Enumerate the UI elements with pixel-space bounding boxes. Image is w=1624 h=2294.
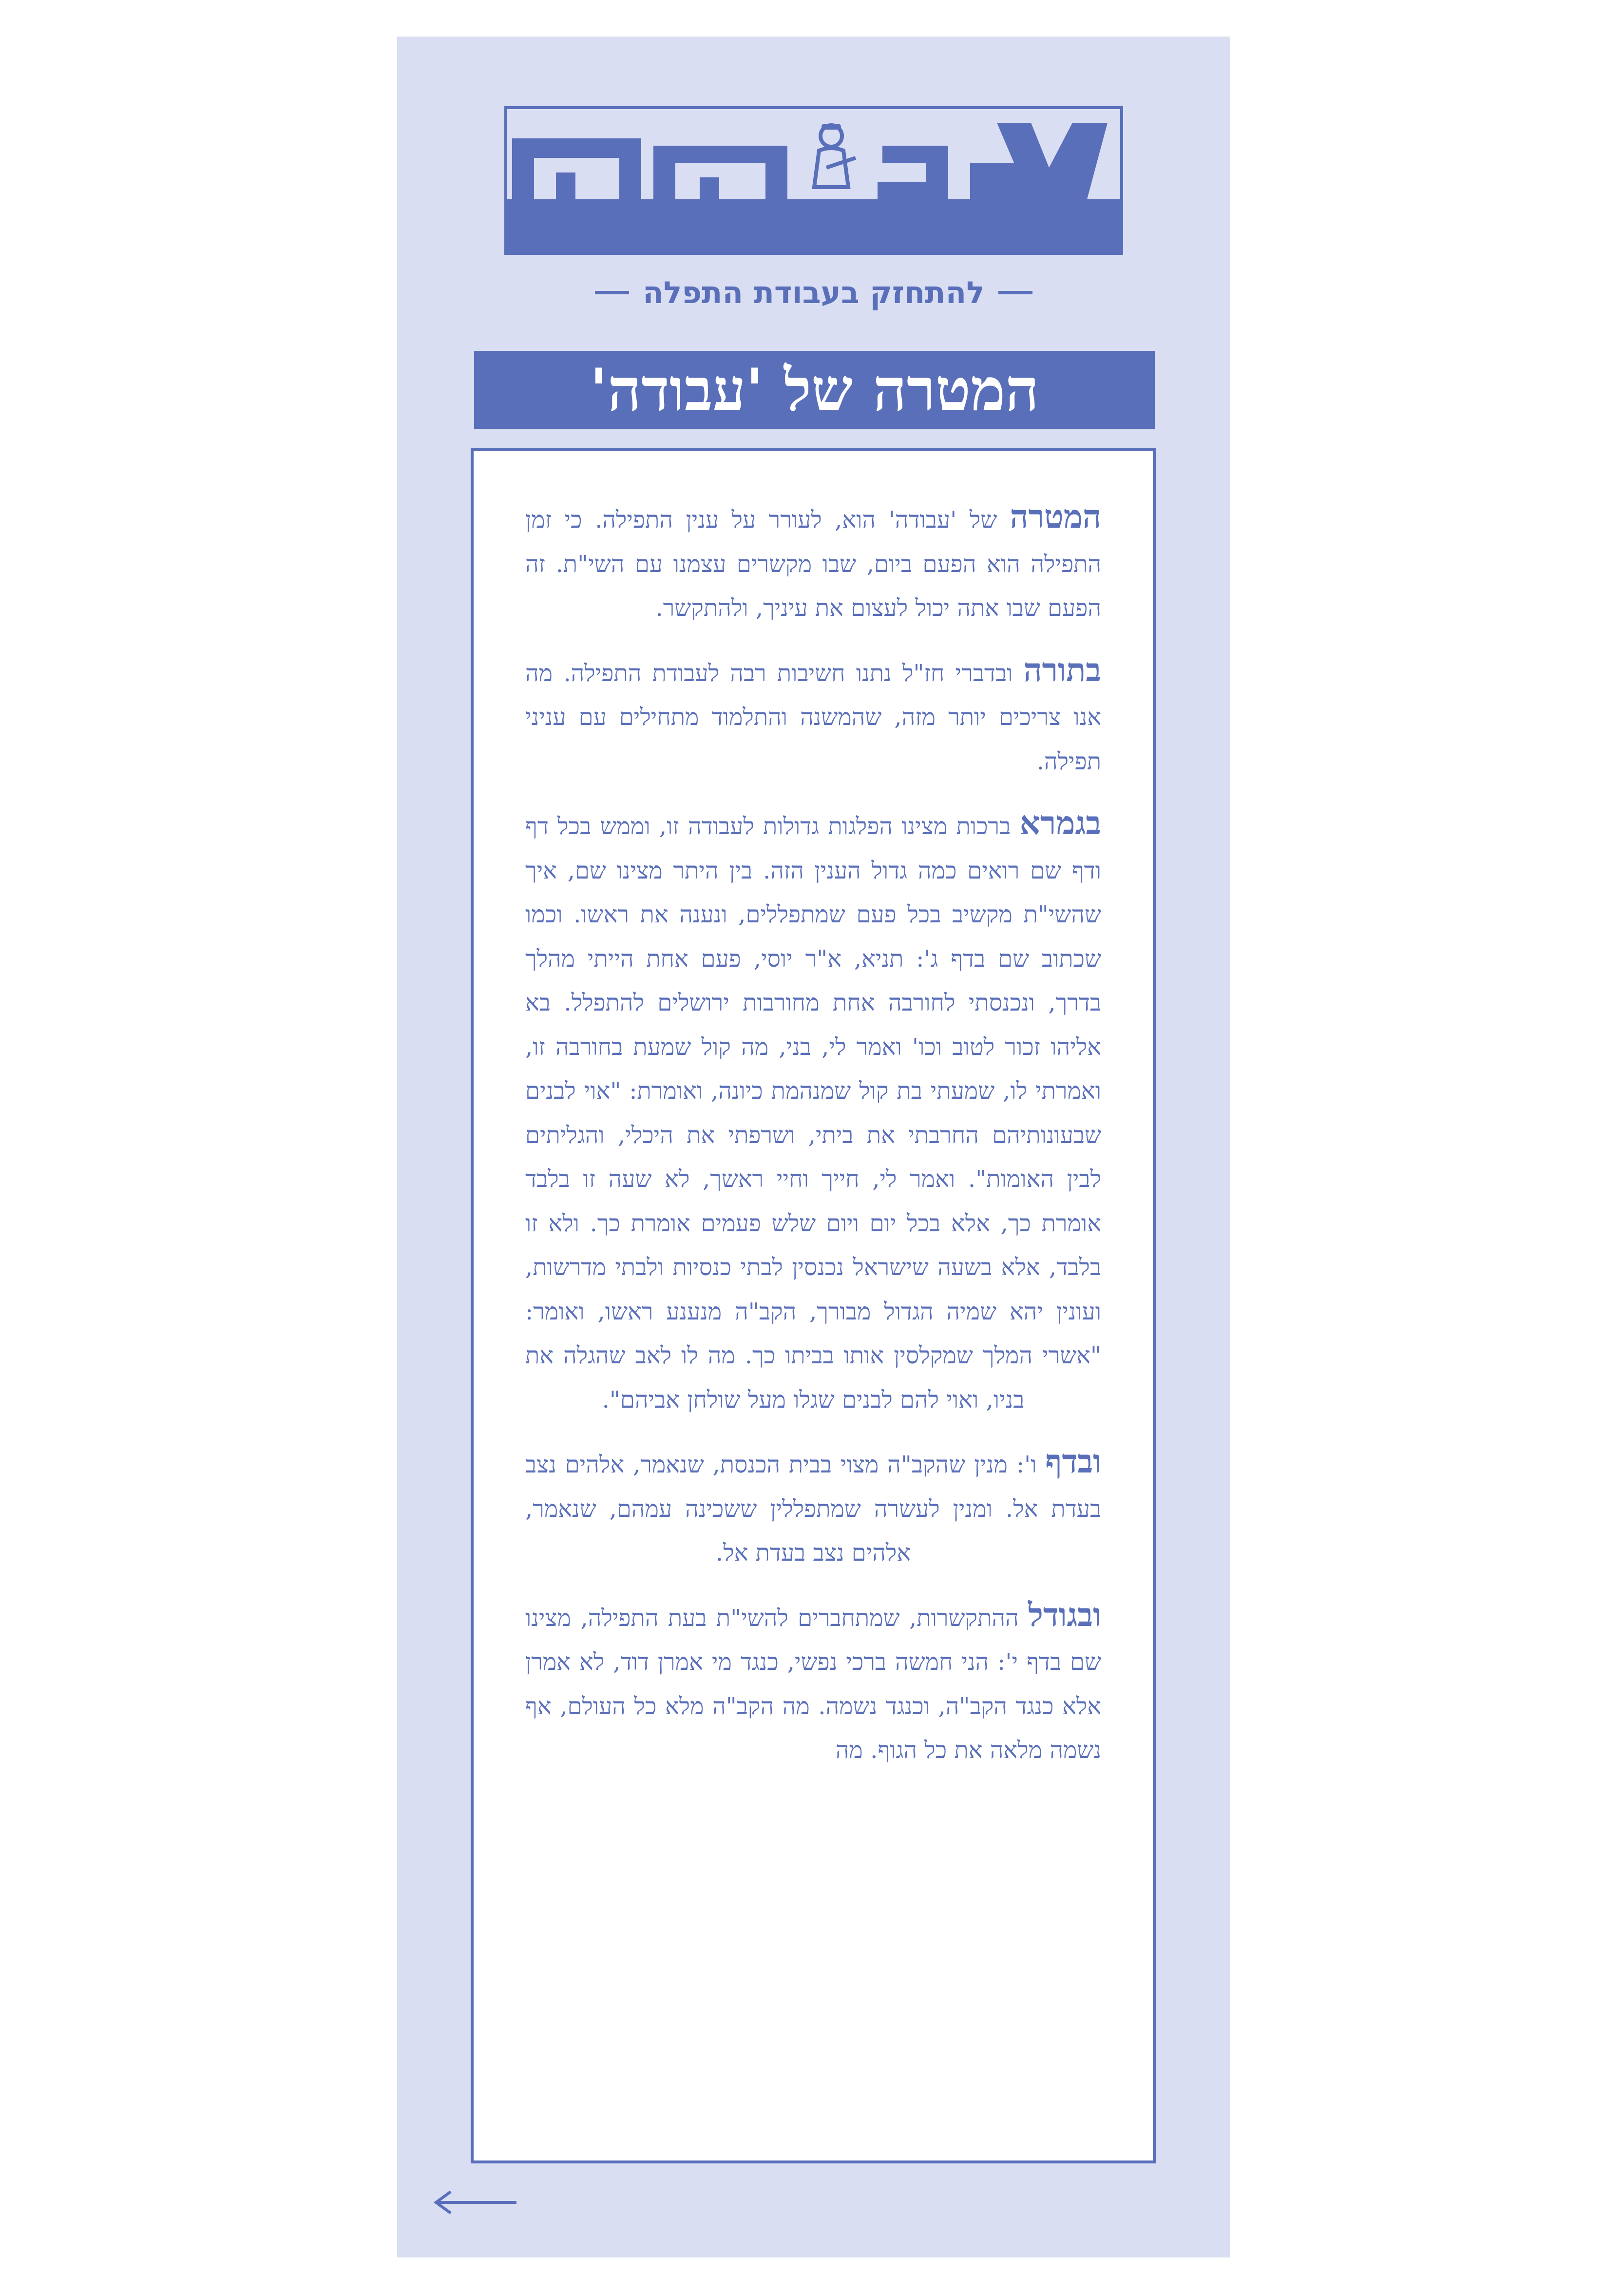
page-title: המטרה של 'עבודה' (590, 355, 1039, 424)
lead-word: ובדף (1045, 1442, 1101, 1480)
lead-word: המטרה (1010, 497, 1101, 535)
tagline-dash-right (998, 291, 1032, 294)
logo-wordmark (507, 109, 1120, 252)
paragraph-text: ובדברי חז"ל נתנו חשיבות רבה לעבודת התפילה. מה אנו צריכים יותר מזה, שהמשנה והתלמוד מתחילים עם עניני תפילה. (525, 659, 1101, 775)
paragraph-gemara (525, 801, 1101, 1422)
paragraph-connection (525, 1593, 1101, 1773)
lead-word: ובגודל (1028, 1595, 1101, 1634)
paragraph-torah (525, 648, 1101, 784)
tagline-text: להתחזק בעבודת התפלה (643, 274, 985, 310)
tagline-dash-left (595, 291, 629, 294)
lead-word: בתורה (1023, 650, 1101, 689)
paragraph-daf-vav (525, 1439, 1101, 1575)
paragraph-text: של 'עבודה' הוא, לעורר על ענין התפילה. כי זמן התפילה הוא הפעם ביום, שבו מקשרים עצמנו עם השי"ת. זה הפעם שבו אתה יכול לעצום את עיניך, ולהתקשר. (525, 506, 1101, 622)
paragraph-goal (525, 495, 1101, 631)
lead-word: בגמרא (1019, 804, 1101, 842)
logo (504, 106, 1123, 255)
paragraph-text: ו': מנין שהקב"ה מצוי בבית הכנסת, שנאמר, אלהים נצב בעדת אל. ומנין לעשרה שמתפללין ששכינה עמהם, שנאמר, אלהים נצב בעדת אל. (525, 1451, 1101, 1567)
title-banner (474, 351, 1155, 429)
paragraph-text: ההתקשרות, שמתחברים להשי"ת בעת התפילה, מצינו שם בדף י': הני חמשה ברכי נפשי, כנגד מי אמרן דוד, לא אמרן אלא כנגד הקב"ה, וכנגד נשמה. מה הקב"ה מלא כל העולם, אף נשמה מלאה את כל הגוף. מה (525, 1604, 1101, 1764)
paragraph-text: ברכות מצינו הפלגות גדולות לעבודה זו, וממש בכל דף ודף שם רואים כמה גדול הענין הזה. בין היתר מצינו שם, איך שהשי"ת מקשיב בכל פעם שמתפללים, ונענה את ראשו. וכמו שכתוב שם בדף ג': תניא, א"ר יוסי, פעם אחת הייתי מהלך בדרך, ונכנסתי לחורבה אחת מחורבות ירושלים להתפלל. בא אליהו זכור לטוב וכו' ואמר לי, בני, מה קול שמעת בחורבה זו, ואמרתי לו, שמעתי בת קול שמנהמת כיונה, ואומרת: "אוי לבנים שבעונותיהם החרבתי את ביתי, ושרפתי את היכלי, והגליתים לבין האומות". ואמר לי, חייך וחיי ראשך, לא שעה זו בלבד אומרת כך, אלא בכל יום ויום שלש פעמים אומרת כך. ולא זו בלבד, אלא בשעה שישראל נכנסין לבתי כנסיות ולבתי מדרשות, ועונין יהא שמיה הגדול מבורך, הקב"ה מנענע ראשו, ואומר: "אשרי המלך שמקלסין אותו בביתו כך. מה לו לאב שהגלה את בניו, ואוי להם לבנים שגלו מעל שולחן אביהם". (525, 813, 1101, 1414)
tagline (504, 266, 1123, 319)
arrow-left-icon[interactable] (429, 2188, 521, 2217)
article-body (525, 495, 1101, 2141)
